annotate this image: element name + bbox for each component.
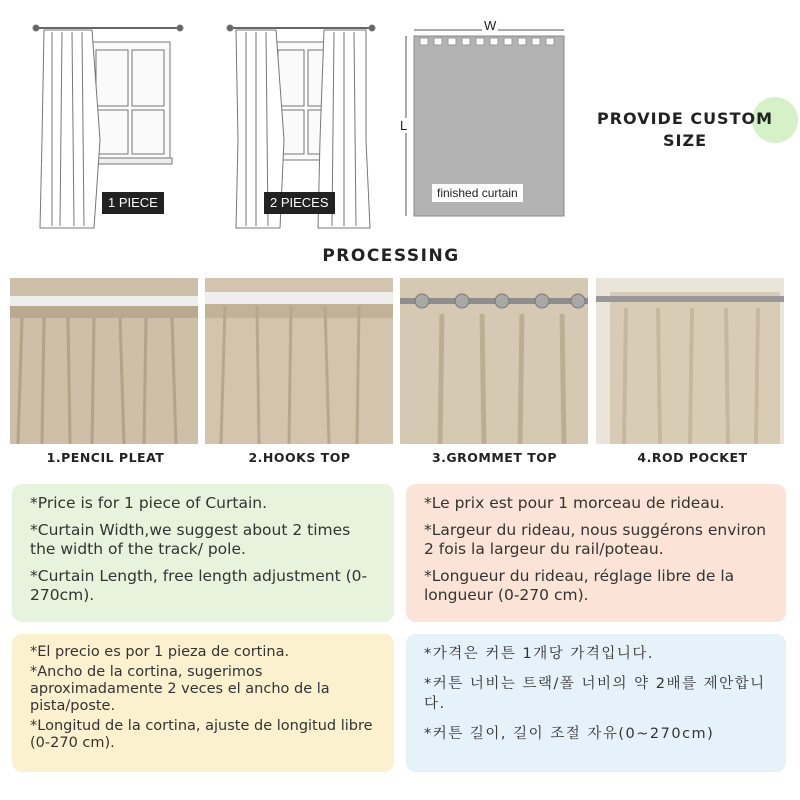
spanish-line: *Longitud de la cortina, ajuste de longitud libre (0-270 cm). [30,718,373,751]
korean-line: *커튼 너비는 트랙/폴 너비의 약 2배를 제안합니다. [424,676,766,712]
processing-heading: PROCESSING [322,246,460,266]
caption-hooks-top: 2.HOOKS TOP [248,450,351,465]
french-line: *Le prix est pour 1 morceau de rideau. [424,494,725,512]
english-line: *Price is for 1 piece of Curtain. [30,494,268,512]
english-line: *Curtain Width,we suggest about 2 times the width of the track/ pole. [30,521,351,558]
custom-size-line1: PROVIDE CUSTOM [596,109,774,128]
pencil-pleat-photo [10,278,198,444]
korean-info-box [406,634,786,772]
korean-line: *커튼 길이, 길이 조절 자유(0~270cm) [424,726,715,742]
caption-grommet-top: 3.GROMMET TOP [431,450,558,465]
width-marker: W [484,18,497,33]
french-line: *Largeur du rideau, nous suggérons environ 2 fois la largeur du rail/poteau. [424,521,767,558]
english-line: *Curtain Length, free length adjustment (0-270cm). [30,567,368,604]
hooks-top-photo [205,278,393,444]
spanish-line: *El precio es por 1 pieza de cortina. [30,644,290,660]
grommet-top-photo [400,278,588,444]
custom-size-line2: SIZE [662,131,707,150]
english-info-box [12,484,394,622]
caption-pencil-pleat: 1.PENCIL PLEAT [46,450,165,465]
finished-curtain-label: finished curtain [432,184,523,202]
spanish-info-box [12,634,394,772]
one-piece-label: 1 PIECE [102,192,164,214]
two-pieces-label: 2 PIECES [264,192,335,214]
length-marker: L [400,118,408,133]
french-info-box [406,484,786,622]
caption-rod-pocket: 4.ROD POCKET [637,450,748,465]
french-line: *Longueur du rideau, réglage libre de la longueur (0-270 cm). [424,567,735,604]
korean-line: *가격은 커튼 1개당 가격입니다. [424,646,654,662]
spanish-line: *Ancho de la cortina, sugerimos aproximadamente 2 veces el ancho de la pista/poste. [30,664,330,714]
custom-size-text [570,108,800,152]
rod-pocket-photo [596,278,784,444]
